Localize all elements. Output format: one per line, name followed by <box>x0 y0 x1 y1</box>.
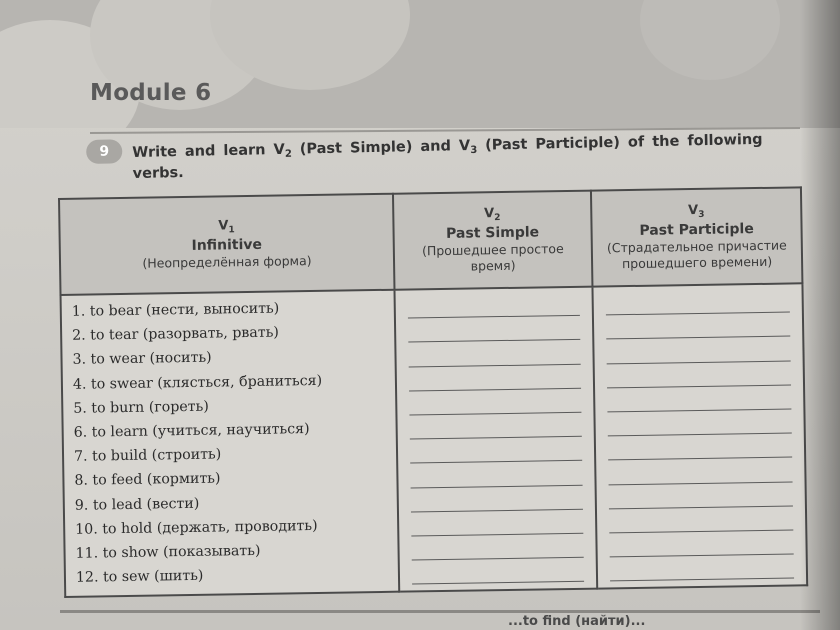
answer-line[interactable] <box>608 434 792 461</box>
header-v1 <box>59 194 394 295</box>
header-translation: (Неопределённая форма) <box>142 252 312 271</box>
answer-line[interactable] <box>607 409 791 436</box>
subscript: 2 <box>494 212 501 223</box>
past-simple-column <box>394 287 597 592</box>
divider-line <box>60 610 820 613</box>
subscript: 3 <box>470 144 478 156</box>
verb-item: 2. to tear (разорвать, рвать) <box>72 324 280 344</box>
answer-line[interactable] <box>408 316 580 343</box>
header-v-letter: V <box>687 202 699 218</box>
answer-line[interactable] <box>606 289 790 316</box>
answer-line[interactable] <box>412 558 584 585</box>
verbs-table <box>58 186 808 598</box>
answer-line[interactable] <box>609 506 793 533</box>
header-title: Infinitive <box>191 236 263 254</box>
verb-item: 1. to bear (нести, выносить) <box>71 300 280 320</box>
header-title: Past Simple <box>445 223 540 242</box>
verb-item: 8. to feed (кормить) <box>74 470 221 490</box>
infinitive-column <box>61 290 400 597</box>
verb-item: 11. to show (показывать) <box>75 542 261 562</box>
exercise-text-part: Write and learn V <box>132 141 285 162</box>
header-title: Past Participle <box>639 220 754 239</box>
subscript: 2 <box>284 148 292 160</box>
verb-item: 7. to build (строить) <box>73 446 222 465</box>
answer-line[interactable] <box>408 340 580 367</box>
verb-item: 10. to hold (держать, проводить) <box>75 517 318 538</box>
answer-line[interactable] <box>408 292 580 319</box>
verbs-table-wrapper <box>58 186 808 598</box>
verb-item: 9. to lead (вести) <box>74 495 200 514</box>
page-edge-shadow <box>800 0 840 630</box>
past-participle-column <box>592 283 807 589</box>
answer-line[interactable] <box>607 385 791 412</box>
verb-item: 6. to learn (учиться, научиться) <box>73 421 310 441</box>
decorative-header-band <box>0 0 840 128</box>
module-title: Module 6 <box>90 80 212 106</box>
answer-line[interactable] <box>409 389 581 416</box>
exercise-number-badge: 9 <box>86 139 122 164</box>
decorative-cloud-shape <box>640 0 780 80</box>
header-translation: (Прошедшее простое время) <box>421 240 564 274</box>
header-v-letter: V <box>484 205 495 221</box>
verb-item: 5. to burn (гореть) <box>73 398 209 417</box>
header-v-letter: V <box>218 217 229 233</box>
answer-line[interactable] <box>411 509 583 536</box>
answer-line[interactable] <box>606 313 790 340</box>
answer-line[interactable] <box>410 437 582 464</box>
verb-item: 3. to wear (носить) <box>72 349 212 369</box>
answer-line[interactable] <box>411 534 583 561</box>
table-body-row <box>61 283 808 597</box>
exercise-text-part: (Past Participle) of the following verbs. <box>132 131 763 183</box>
exercise-text <box>132 131 803 183</box>
answer-line[interactable] <box>410 461 582 488</box>
table-header-row <box>59 187 802 295</box>
header-v3 <box>591 187 802 286</box>
header-v2 <box>393 191 592 290</box>
subscript: 3 <box>698 209 705 220</box>
answer-line[interactable] <box>409 413 581 440</box>
answer-line[interactable] <box>608 458 792 485</box>
verb-item: 12. to sew (шить) <box>75 567 204 586</box>
answer-line[interactable] <box>609 482 793 509</box>
answer-line[interactable] <box>606 337 790 364</box>
header-translation: (Страдательное причастие прошедшего времени) <box>606 237 787 271</box>
answer-line[interactable] <box>411 485 583 512</box>
verb-item: 4. to swear (клясться, браниться) <box>72 372 323 393</box>
exercise-text-part: (Past Simple) and V <box>291 137 471 158</box>
next-exercise-fragment: ...to find (найти)... <box>508 614 646 629</box>
answer-line[interactable] <box>609 530 793 557</box>
answer-line[interactable] <box>607 361 791 388</box>
subscript: 1 <box>228 224 235 235</box>
answer-line[interactable] <box>409 364 581 391</box>
answer-line[interactable] <box>610 555 794 582</box>
